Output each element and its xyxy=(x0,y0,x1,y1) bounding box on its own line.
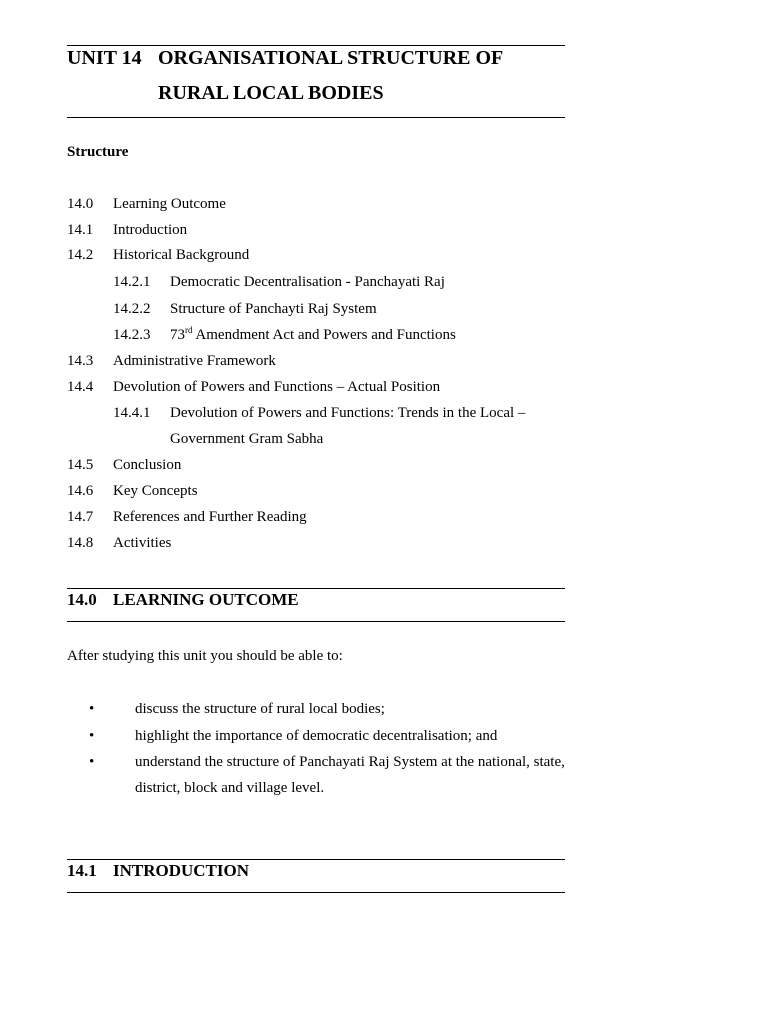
learning-outcome-item-continuation: district, block and village level. xyxy=(135,780,325,796)
section-intro-number: 14.1 xyxy=(67,861,97,880)
toc-title: Learning Outcome xyxy=(113,196,226,212)
section-learning-bottom-rule xyxy=(67,621,565,622)
unit-title-line2: RURAL LOCAL BODIES xyxy=(158,82,384,104)
toc-number: 14.2 xyxy=(67,247,94,263)
learning-outcome-item: highlight the importance of democratic decentralisation; and xyxy=(135,728,498,744)
top-rule xyxy=(67,45,565,46)
toc-title: Democratic Decentralisation - Panchayati Raj xyxy=(170,274,445,290)
toc-number: 14.6 xyxy=(67,483,94,499)
bullet-marker: • xyxy=(89,728,95,744)
learning-outcome-item: understand the structure of Panchayati Raj System at the national, state, xyxy=(135,754,565,770)
section-intro-top-rule xyxy=(67,859,565,860)
learning-intro: After studying this unit you should be able to: xyxy=(67,648,343,664)
toc-title: Administrative Framework xyxy=(113,353,276,369)
toc-title: Activities xyxy=(113,535,172,551)
toc-title: Structure of Panchayti Raj System xyxy=(170,301,377,317)
bullet-marker: • xyxy=(89,754,95,770)
toc-title: Conclusion xyxy=(113,457,182,473)
structure-label: Structure xyxy=(67,144,129,160)
toc-title: References and Further Reading xyxy=(113,509,307,525)
toc-title: Key Concepts xyxy=(113,483,198,499)
toc-title-rest: Amendment Act and Powers and Functions xyxy=(192,327,456,343)
section-intro-bottom-rule xyxy=(67,892,565,893)
unit-title-line1: ORGANISATIONAL STRUCTURE OF xyxy=(158,47,504,69)
toc-title: Introduction xyxy=(113,222,188,238)
toc-title: Devolution of Powers and Functions – Actual Position xyxy=(113,379,441,395)
section-intro-title: INTRODUCTION xyxy=(113,861,250,880)
toc-number: 14.1 xyxy=(67,222,94,238)
toc-title-superscript: rd xyxy=(185,325,193,335)
unit-number: UNIT 14 xyxy=(67,47,142,69)
toc-title xyxy=(170,327,456,344)
title-bottom-rule xyxy=(67,117,565,118)
toc-number: 14.5 xyxy=(67,457,94,473)
toc-number: 14.2.1 xyxy=(113,274,151,290)
toc-title: Devolution of Powers and Functions: Trends in the Local – xyxy=(170,405,526,421)
section-learning-title: LEARNING OUTCOME xyxy=(113,590,299,609)
toc-number: 14.3 xyxy=(67,353,94,369)
toc-number: 14.2.3 xyxy=(113,327,151,343)
section-learning-number: 14.0 xyxy=(67,590,97,609)
toc-title-continuation: Government Gram Sabha xyxy=(170,431,324,447)
toc-subitem-continuation xyxy=(170,431,323,448)
toc-number: 14.8 xyxy=(67,535,94,551)
toc-number: 14.2.2 xyxy=(113,301,151,317)
learning-outcome-item: discuss the structure of rural local bodies; xyxy=(135,701,385,717)
toc-number: 14.4 xyxy=(67,379,94,395)
toc-number: 14.4.1 xyxy=(113,405,151,421)
toc-title: Historical Background xyxy=(113,247,250,263)
toc-title-ordinal: 73 xyxy=(170,327,185,343)
bullet-marker: • xyxy=(89,701,95,717)
toc-number: 14.7 xyxy=(67,509,94,525)
toc-number: 14.0 xyxy=(67,196,94,212)
section-learning-top-rule xyxy=(67,588,565,589)
